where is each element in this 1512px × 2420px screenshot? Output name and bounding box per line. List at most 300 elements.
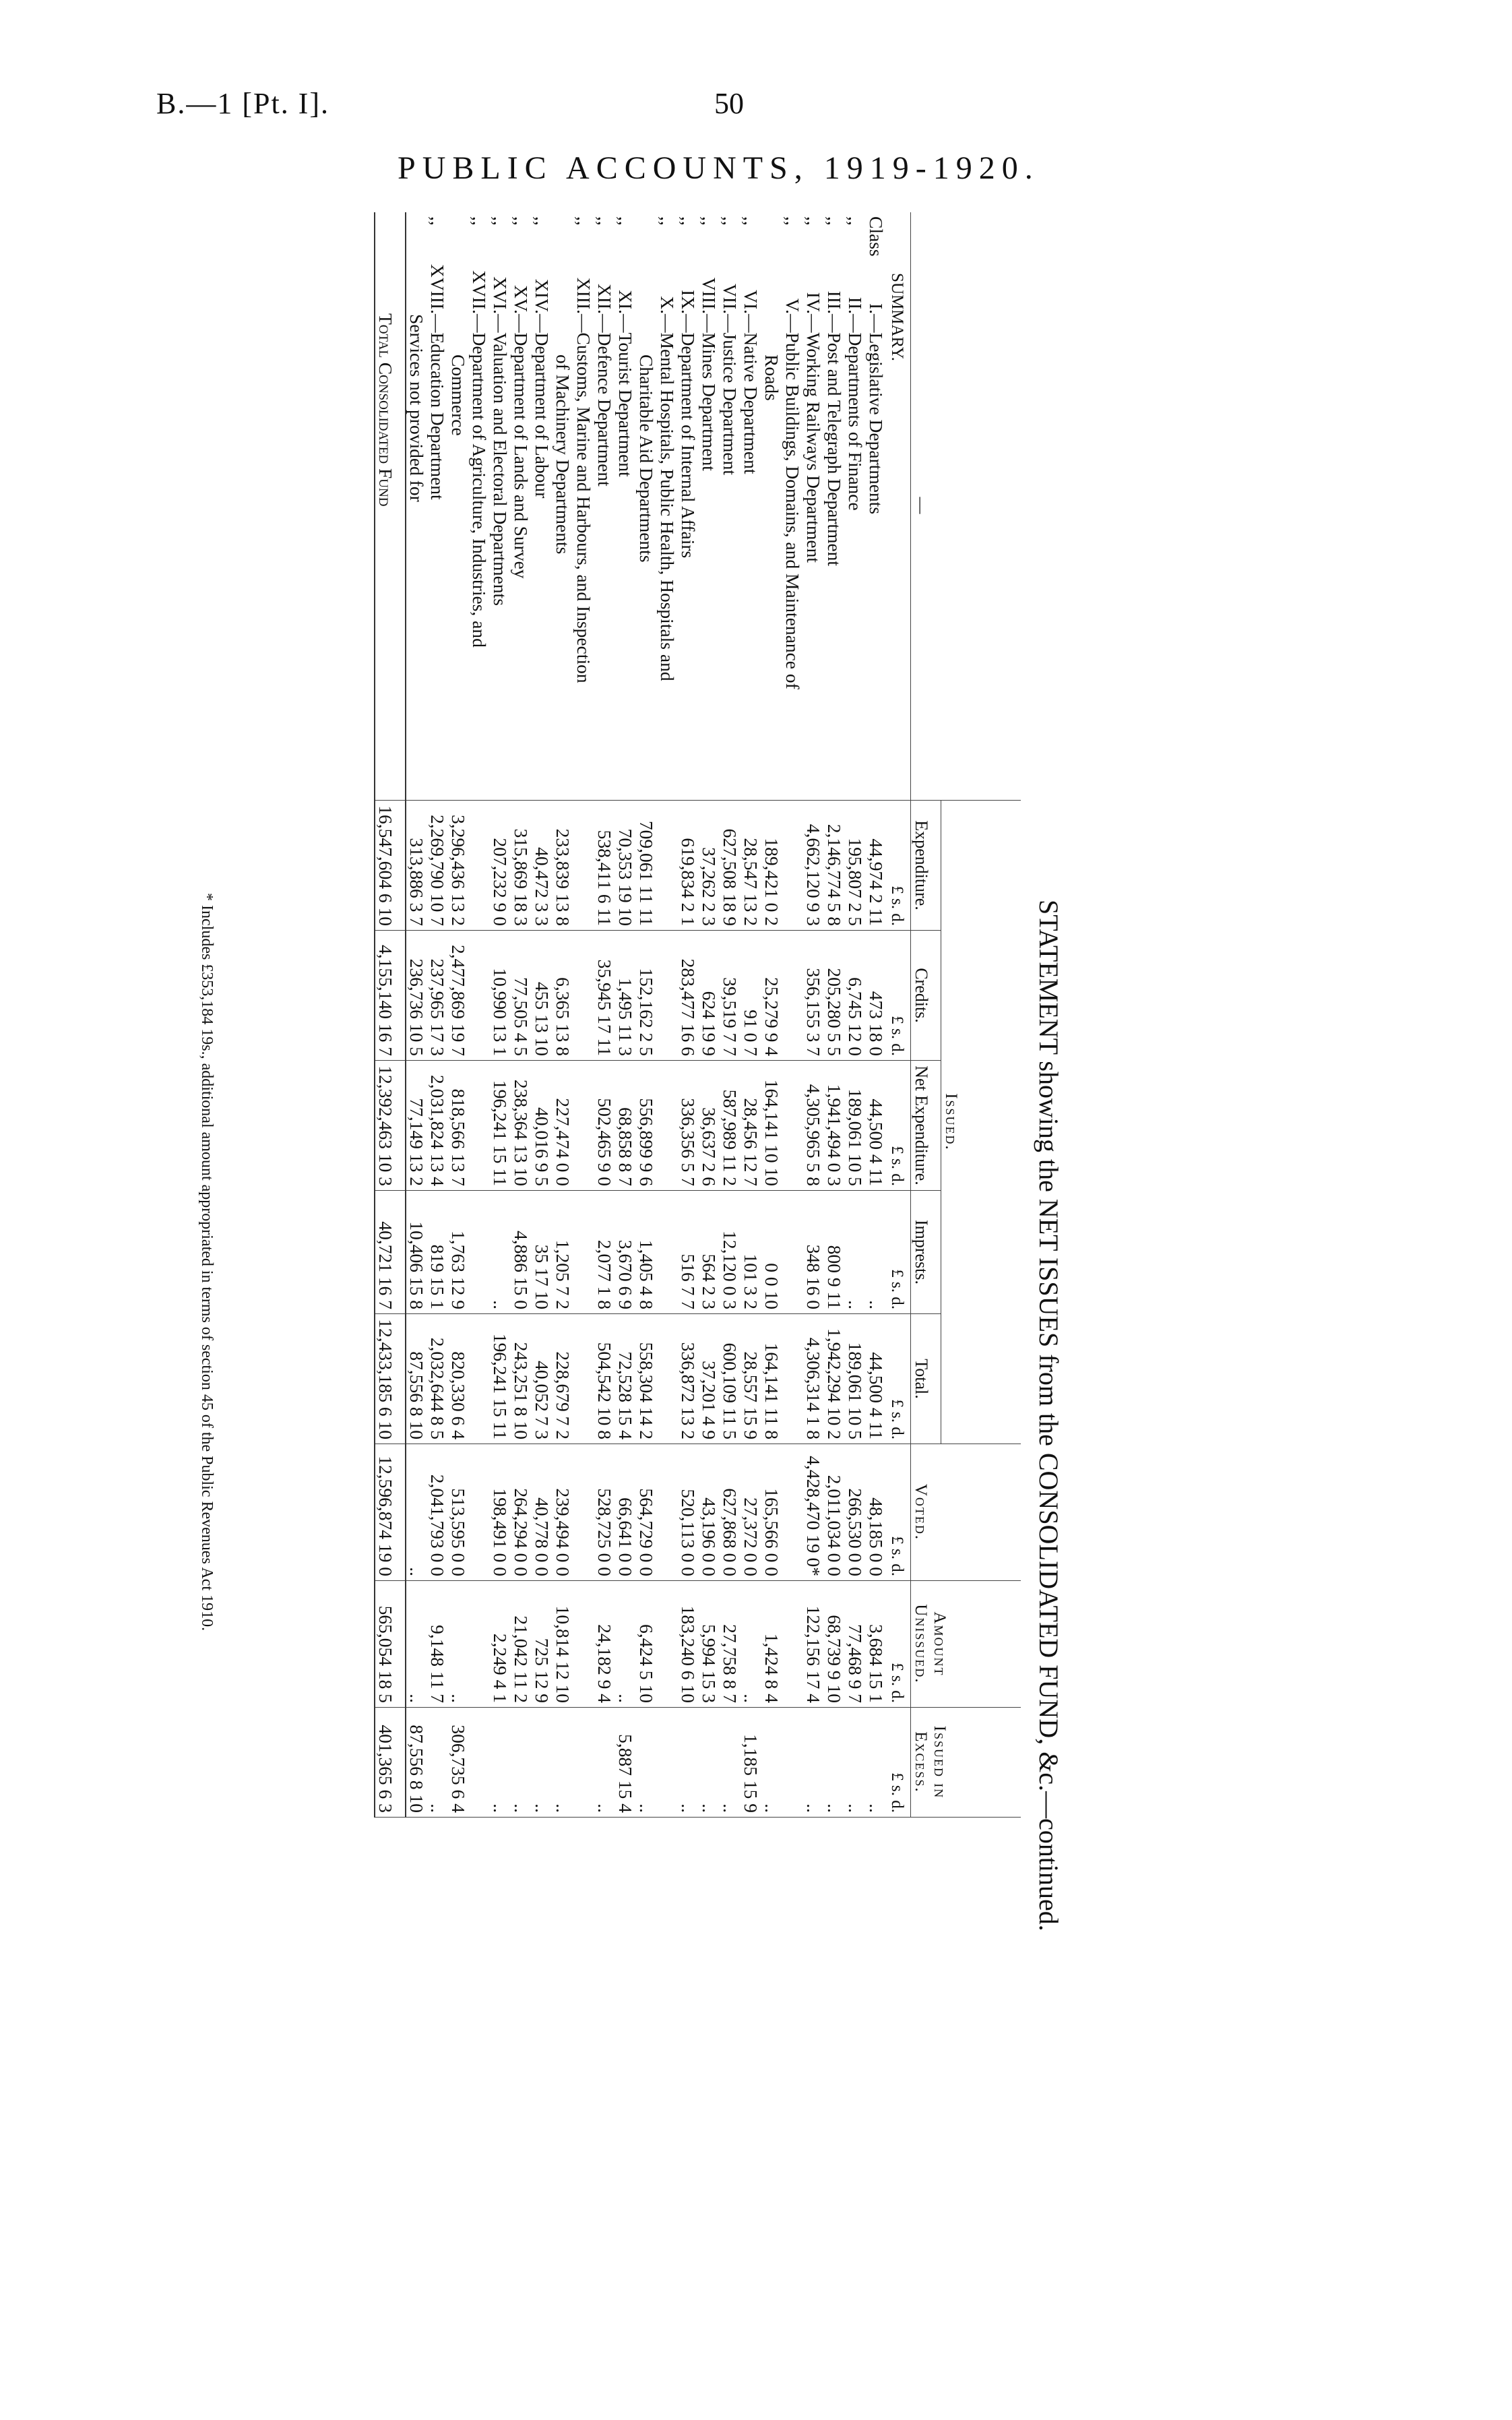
row-class-marker: ,, xyxy=(657,216,678,226)
cell-imp xyxy=(657,1191,678,1314)
row-class-marker: ,, xyxy=(803,216,824,226)
cell-voted xyxy=(573,1444,594,1581)
cell-unissued: 725 12 9 xyxy=(532,1581,553,1708)
cell-unissued: .. xyxy=(406,1581,427,1708)
cell-cred: 236,736 10 5 xyxy=(406,931,427,1061)
cell-cred xyxy=(657,931,678,1061)
cell-tot: 1,942,294 10 2 xyxy=(824,1314,845,1444)
cell-cred: 205,280 5 5 xyxy=(824,931,845,1061)
cell-exp: 4,662,120 9 3 xyxy=(803,801,824,931)
row-class-number: I. xyxy=(866,303,887,314)
cell-tot xyxy=(469,1314,490,1444)
cell-exp: 315,869 18 3 xyxy=(511,801,532,931)
cell-net: 40,016 9 5 xyxy=(532,1061,553,1191)
cell-exp xyxy=(573,801,594,931)
cell-tot: 37,201 4 9 xyxy=(699,1314,720,1444)
row-label xyxy=(782,212,803,801)
row-class-marker: ,, xyxy=(615,216,636,226)
row-department-name: —Department of Labour xyxy=(532,314,553,499)
units-cell: £ s. d. xyxy=(887,1191,911,1314)
cell-tot: 558,304 14 2 xyxy=(636,1314,657,1444)
cell-cred: 10,990 13 1 xyxy=(490,931,511,1061)
cell-net: 44,500 4 11 xyxy=(866,1061,887,1191)
cell-voted: 40,778 0 0 xyxy=(532,1444,553,1581)
cell-imp: 2,077 1 8 xyxy=(594,1191,615,1314)
cell-imp: 1,205 7 2 xyxy=(553,1191,573,1314)
row-class-marker: ,, xyxy=(511,216,532,226)
cell-voted: 4,428,470 19 0* xyxy=(803,1444,824,1581)
cell-voted: 66,641 0 0 xyxy=(615,1444,636,1581)
cell-unissued: .. xyxy=(741,1581,761,1708)
cell-unissued: 21,042 11 2 xyxy=(511,1581,532,1708)
cell-excess: .. xyxy=(490,1708,511,1818)
row-label xyxy=(866,212,887,801)
row-label xyxy=(636,212,657,801)
row-label xyxy=(573,212,594,801)
table-row xyxy=(741,212,761,1818)
row-label xyxy=(699,212,720,801)
cell-tot xyxy=(657,1314,678,1444)
cell-voted: 627,868 0 0 xyxy=(720,1444,741,1581)
cell-unissued: 2,249 4 1 xyxy=(490,1581,511,1708)
cell-unissued: 6,424 5 10 xyxy=(636,1581,657,1708)
row-department-name: —Customs, Marine and Harbours, and Inspection xyxy=(573,314,594,683)
cell-unissued xyxy=(782,1581,803,1708)
row-department-name: —Education Department xyxy=(427,314,448,500)
total-exp: 16,547,604 6 10 xyxy=(375,801,406,931)
cell-net xyxy=(782,1061,803,1191)
cell-exp: 538,411 6 11 xyxy=(594,801,615,931)
cell-imp: .. xyxy=(845,1191,866,1314)
cell-tot: 87,556 8 10 xyxy=(406,1314,427,1444)
cell-excess: 5,887 15 4 xyxy=(615,1708,636,1818)
cell-exp: 28,547 13 2 xyxy=(741,801,761,931)
cell-net: 502,465 9 0 xyxy=(594,1061,615,1191)
row-class-marker: ,, xyxy=(427,216,448,226)
cell-exp: 2,269,790 10 7 xyxy=(427,801,448,931)
table-row xyxy=(845,212,866,1818)
row-department-name: —Defence Department xyxy=(594,314,615,487)
row-department-name: —Public Buildings, Domains, and Maintenance of xyxy=(782,314,803,689)
cell-unissued: 1,424 8 4 xyxy=(761,1581,782,1708)
cell-voted xyxy=(782,1444,803,1581)
row-class-number: XIV. xyxy=(532,278,553,314)
row-label xyxy=(427,212,448,801)
cell-exp: 40,472 3 3 xyxy=(532,801,553,931)
table-row xyxy=(553,212,573,1818)
row-class-number: XVI. xyxy=(490,276,511,314)
cell-net: 189,061 10 5 xyxy=(845,1061,866,1191)
cell-excess xyxy=(573,1708,594,1818)
row-class-marker: Class xyxy=(866,216,887,257)
cell-excess: .. xyxy=(720,1708,741,1818)
cell-voted: 266,530 0 0 xyxy=(845,1444,866,1581)
cell-exp: 207,232 9 0 xyxy=(490,801,511,931)
statement-title: STATEMENT showing the NET ISSUES from the CONSOLIDATED FUND, &c.—continued. xyxy=(1034,900,1064,1931)
row-class-marker: ,, xyxy=(720,216,741,226)
cell-cred: 455 13 10 xyxy=(532,931,553,1061)
cell-cred: 6,365 13 8 xyxy=(553,931,573,1061)
table-row xyxy=(803,212,824,1818)
cell-cred xyxy=(469,931,490,1061)
row-department-name: —Legislative Departments xyxy=(866,314,887,515)
cell-voted: 264,294 0 0 xyxy=(511,1444,532,1581)
row-label xyxy=(720,212,741,801)
row-class-number: XIII. xyxy=(573,277,594,314)
cell-voted: 513,595 0 0 xyxy=(448,1444,469,1581)
cell-excess: .. xyxy=(427,1708,448,1818)
cell-cred xyxy=(782,931,803,1061)
row-class-number: V. xyxy=(782,298,803,314)
total-voted: 12,596,874 19 0 xyxy=(375,1444,406,1581)
summary-heading: SUMMARY. xyxy=(887,212,911,801)
cell-exp: 709,061 11 11 xyxy=(636,801,657,931)
cell-excess: .. xyxy=(553,1708,573,1818)
cell-imp: .. xyxy=(866,1191,887,1314)
cell-voted: 2,041,793 0 0 xyxy=(427,1444,448,1581)
cell-excess: .. xyxy=(761,1708,782,1818)
cell-imp: 4,886 15 0 xyxy=(511,1191,532,1314)
row-class-number: VIII. xyxy=(699,277,720,314)
total-row xyxy=(375,212,406,1818)
total-unissued: 565,054 18 5 xyxy=(375,1581,406,1708)
row-class-number: XI. xyxy=(615,290,636,314)
cell-voted: 2,011,034 0 0 xyxy=(824,1444,845,1581)
cell-excess xyxy=(469,1708,490,1818)
cell-unissued xyxy=(469,1581,490,1708)
cell-excess: 87,556 8 10 xyxy=(406,1708,427,1818)
row-label xyxy=(803,212,824,801)
cell-exp: 3,296,436 13 2 xyxy=(448,801,469,931)
row-label xyxy=(741,212,761,801)
row-department-name: Commerce xyxy=(448,354,469,436)
table-row xyxy=(866,212,887,1818)
cell-net xyxy=(573,1061,594,1191)
cell-cred: 283,477 16 6 xyxy=(678,931,699,1061)
row-department-name: —Native Department xyxy=(741,314,761,474)
row-department-name: —Mental Hospitals, Public Health, Hospitals and xyxy=(657,314,678,681)
table-row xyxy=(782,212,803,1818)
table-row xyxy=(427,212,448,1818)
row-department-name: —Department of Lands and Survey xyxy=(511,314,532,579)
units-cell: £ s. d. xyxy=(887,1061,911,1191)
col-total: Total. xyxy=(911,1314,941,1444)
cell-imp: 1,763 12 9 xyxy=(448,1191,469,1314)
cell-tot: 504,542 10 8 xyxy=(594,1314,615,1444)
cell-imp: 10,406 15 8 xyxy=(406,1191,427,1314)
unissued-header: Amount Unissued. xyxy=(911,1581,1021,1708)
row-class-marker: ,, xyxy=(490,216,511,226)
cell-unissued: 5,994 15 3 xyxy=(699,1581,720,1708)
cell-net: 227,474 0 0 xyxy=(553,1061,573,1191)
row-label xyxy=(761,212,782,801)
label-header: — xyxy=(911,212,1021,801)
row-department-name: —Department of Internal Affairs xyxy=(678,314,699,559)
row-label xyxy=(824,212,845,801)
cell-exp: 627,508 18 9 xyxy=(720,801,741,931)
table-row xyxy=(657,212,678,1818)
cell-imp xyxy=(782,1191,803,1314)
cell-exp: 189,421 0 2 xyxy=(761,801,782,931)
cell-exp: 37,262 2 3 xyxy=(699,801,720,931)
cell-net: 2,031,824 13 4 xyxy=(427,1061,448,1191)
cell-net: 4,305,965 5 8 xyxy=(803,1061,824,1191)
cell-net xyxy=(469,1061,490,1191)
cell-exp: 233,839 13 8 xyxy=(553,801,573,931)
table-row xyxy=(532,212,553,1818)
table-row xyxy=(469,212,490,1818)
row-label xyxy=(448,212,469,801)
cell-cred: 91 0 7 xyxy=(741,931,761,1061)
cell-imp: 348 16 0 xyxy=(803,1191,824,1314)
table-row xyxy=(594,212,615,1818)
cell-exp: 70,353 19 10 xyxy=(615,801,636,931)
col-expenditure: Expenditure. xyxy=(911,801,941,931)
cell-cred: 25,279 9 4 xyxy=(761,931,782,1061)
row-label xyxy=(678,212,699,801)
cell-imp: 819 15 1 xyxy=(427,1191,448,1314)
cell-tot: 40,052 7 3 xyxy=(532,1314,553,1444)
table-row xyxy=(699,212,720,1818)
cell-excess xyxy=(657,1708,678,1818)
cell-net: 196,241 15 11 xyxy=(490,1061,511,1191)
cell-voted xyxy=(469,1444,490,1581)
row-class-number: IV. xyxy=(803,292,824,314)
page-number: 50 xyxy=(714,87,744,120)
row-label xyxy=(532,212,553,801)
col-net-expenditure: Net Expenditure. xyxy=(911,1061,941,1191)
cell-tot: 196,241 15 11 xyxy=(490,1314,511,1444)
table-row xyxy=(678,212,699,1818)
table-row xyxy=(615,212,636,1818)
cell-voted: 528,725 0 0 xyxy=(594,1444,615,1581)
total-excess: 401,365 6 3 xyxy=(375,1708,406,1818)
cell-unissued xyxy=(657,1581,678,1708)
cell-cred: 1,495 11 3 xyxy=(615,931,636,1061)
row-class-number: XII. xyxy=(594,283,615,314)
cell-excess: .. xyxy=(594,1708,615,1818)
cell-cred: 152,162 2 5 xyxy=(636,931,657,1061)
units-cell: £ s. d. xyxy=(887,931,911,1061)
table-row xyxy=(636,212,657,1818)
rotated-statement xyxy=(162,212,1065,2328)
cell-cred: 77,505 4 5 xyxy=(511,931,532,1061)
cell-unissued: 122,156 17 4 xyxy=(803,1581,824,1708)
row-label xyxy=(594,212,615,801)
voted-header: Voted. xyxy=(911,1444,1021,1581)
row-class-marker: ,, xyxy=(573,216,594,226)
cell-exp xyxy=(782,801,803,931)
cell-excess: .. xyxy=(824,1708,845,1818)
cell-net: 818,566 13 7 xyxy=(448,1061,469,1191)
cell-exp xyxy=(469,801,490,931)
cell-cred: 237,965 17 3 xyxy=(427,931,448,1061)
col-imprests: Imprests. xyxy=(911,1191,941,1314)
row-class-marker: ,, xyxy=(678,216,699,226)
table-row xyxy=(824,212,845,1818)
cell-net: 68,858 8 7 xyxy=(615,1061,636,1191)
cell-net: 28,456 12 7 xyxy=(741,1061,761,1191)
cell-voted: 239,494 0 0 xyxy=(553,1444,573,1581)
cell-unissued xyxy=(573,1581,594,1708)
cell-cred xyxy=(573,931,594,1061)
row-label xyxy=(511,212,532,801)
issues-table xyxy=(374,212,1021,1818)
cell-excess: .. xyxy=(699,1708,720,1818)
row-class-number: VI. xyxy=(741,290,761,314)
cell-tot: 2,032,644 8 5 xyxy=(427,1314,448,1444)
row-department-name: of Machinery Departments xyxy=(553,354,573,555)
row-department-name: Services not provided for xyxy=(406,314,427,502)
table-row xyxy=(406,212,427,1818)
cell-tot: 600,109 11 5 xyxy=(720,1314,741,1444)
row-class-number: III. xyxy=(824,290,845,314)
cell-unissued: .. xyxy=(615,1581,636,1708)
cell-net: 238,364 13 10 xyxy=(511,1061,532,1191)
row-label xyxy=(657,212,678,801)
cell-net: 556,899 9 6 xyxy=(636,1061,657,1191)
row-class-marker: ,, xyxy=(824,216,845,226)
units-cell: £ s. d. xyxy=(887,1581,911,1708)
table-body xyxy=(375,212,911,1818)
cell-net: 336,356 5 7 xyxy=(678,1061,699,1191)
page-title: PUBLIC ACCOUNTS, 1919-1920. xyxy=(398,150,1040,186)
cell-cred: 39,519 7 7 xyxy=(720,931,741,1061)
cell-voted xyxy=(657,1444,678,1581)
cell-tot: 4,306,314 1 8 xyxy=(803,1314,824,1444)
cell-tot: 164,141 11 8 xyxy=(761,1314,782,1444)
row-department-name: —Working Railways Department xyxy=(803,314,824,563)
col-credits: Credits. xyxy=(911,931,941,1061)
cell-excess: .. xyxy=(866,1708,887,1818)
row-class-number: X. xyxy=(657,296,678,314)
cell-unissued: 183,240 6 10 xyxy=(678,1581,699,1708)
cell-exp: 313,886 3 7 xyxy=(406,801,427,931)
cell-tot: 44,500 4 11 xyxy=(866,1314,887,1444)
units-cell: £ s. d. xyxy=(887,1708,911,1818)
excess-header: Issued in Excess. xyxy=(911,1708,1021,1818)
cell-excess: .. xyxy=(678,1708,699,1818)
cell-unissued: 24,182 9 4 xyxy=(594,1581,615,1708)
row-class-number: VII. xyxy=(720,283,741,314)
total-net: 12,392,463 10 3 xyxy=(375,1061,406,1191)
row-class-marker: ,, xyxy=(469,216,490,226)
cell-exp: 619,834 2 1 xyxy=(678,801,699,931)
row-class-marker: ,, xyxy=(845,216,866,226)
cell-excess: .. xyxy=(803,1708,824,1818)
cell-exp xyxy=(657,801,678,931)
row-class-number: XVIII. xyxy=(427,263,448,314)
cell-imp: 0 0 10 xyxy=(761,1191,782,1314)
cell-voted: 165,566 0 0 xyxy=(761,1444,782,1581)
cell-voted: 48,185 0 0 xyxy=(866,1444,887,1581)
cell-excess: .. xyxy=(511,1708,532,1818)
row-class-marker: ,, xyxy=(782,216,803,226)
row-department-name: —Departments of Finance xyxy=(845,314,866,511)
units-cell: £ s. d. xyxy=(887,801,911,931)
cell-exp: 2,146,774 5 8 xyxy=(824,801,845,931)
cell-imp: 516 7 7 xyxy=(678,1191,699,1314)
cell-unissued: 3,684 15 1 xyxy=(866,1581,887,1708)
cell-imp: 35 17 10 xyxy=(532,1191,553,1314)
cell-net: 587,989 11 2 xyxy=(720,1061,741,1191)
cell-voted: 520,113 0 0 xyxy=(678,1444,699,1581)
row-label xyxy=(553,212,573,801)
cell-imp xyxy=(469,1191,490,1314)
cell-excess: .. xyxy=(845,1708,866,1818)
cell-unissued: 77,468 9 7 xyxy=(845,1581,866,1708)
cell-unissued: 10,814 12 10 xyxy=(553,1581,573,1708)
cell-tot xyxy=(573,1314,594,1444)
cell-imp: 1,405 4 8 xyxy=(636,1191,657,1314)
row-department-name: —Department of Agriculture, Industries, and xyxy=(469,314,490,648)
cell-excess: .. xyxy=(636,1708,657,1818)
issued-group-header: Issued. xyxy=(941,801,1021,1444)
cell-tot: 243,251 8 10 xyxy=(511,1314,532,1444)
units-cell: £ s. d. xyxy=(887,1444,911,1581)
page-header-ref: B.—1 [Pt. I]. xyxy=(156,87,329,120)
total-imp: 40,721 16 7 xyxy=(375,1191,406,1314)
table-row xyxy=(490,212,511,1818)
cell-tot: 28,557 15 9 xyxy=(741,1314,761,1444)
row-class-number: XV. xyxy=(511,284,532,314)
row-department-name: —Valuation and Electoral Departments xyxy=(490,314,511,606)
cell-excess: .. xyxy=(532,1708,553,1818)
cell-cred: 356,155 3 7 xyxy=(803,931,824,1061)
cell-unissued: .. xyxy=(448,1581,469,1708)
cell-cred: 6,745 12 0 xyxy=(845,931,866,1061)
cell-excess xyxy=(782,1708,803,1818)
cell-unissued: 27,758 8 7 xyxy=(720,1581,741,1708)
cell-voted: 198,491 0 0 xyxy=(490,1444,511,1581)
table-row xyxy=(448,212,469,1818)
row-class-marker: ,, xyxy=(532,216,553,226)
cell-imp: 3,670 6 9 xyxy=(615,1191,636,1314)
cell-excess: 306,735 6 4 xyxy=(448,1708,469,1818)
row-class-number: XVII. xyxy=(469,270,490,314)
cell-tot: 72,528 15 4 xyxy=(615,1314,636,1444)
cell-voted: 564,729 0 0 xyxy=(636,1444,657,1581)
row-label xyxy=(469,212,490,801)
table-row xyxy=(720,212,741,1818)
cell-unissued: 68,739 9 10 xyxy=(824,1581,845,1708)
row-class-number: IX. xyxy=(678,290,699,314)
row-label xyxy=(615,212,636,801)
cell-exp: 195,807 2 5 xyxy=(845,801,866,931)
units-row xyxy=(887,212,911,1818)
footnote: * Includes £353,184 19s., additional amount appropriated in terms of section 45 of the Public Revenues Act 1910. xyxy=(198,893,216,1632)
row-label xyxy=(845,212,866,801)
row-label xyxy=(490,212,511,801)
cell-voted: .. xyxy=(406,1444,427,1581)
cell-net: 164,141 10 10 xyxy=(761,1061,782,1191)
cell-tot xyxy=(782,1314,803,1444)
cell-cred: 2,477,869 19 7 xyxy=(448,931,469,1061)
row-department-name: —Tourist Department xyxy=(615,314,636,477)
cell-imp: 564 2 3 xyxy=(699,1191,720,1314)
cell-voted: 27,372 0 0 xyxy=(741,1444,761,1581)
total-tot: 12,433,185 6 10 xyxy=(375,1314,406,1444)
cell-exp: 44,974 2 11 xyxy=(866,801,887,931)
cell-imp: 101 3 2 xyxy=(741,1191,761,1314)
table-row xyxy=(761,212,782,1818)
cell-excess: 1,185 15 9 xyxy=(741,1708,761,1818)
row-class-marker: ,, xyxy=(594,216,615,226)
row-department-name: —Post and Telegraph Department xyxy=(824,314,845,567)
row-department-name: —Justice Department xyxy=(720,314,741,476)
row-class-number: II. xyxy=(845,297,866,314)
cell-cred: 624 19 9 xyxy=(699,931,720,1061)
